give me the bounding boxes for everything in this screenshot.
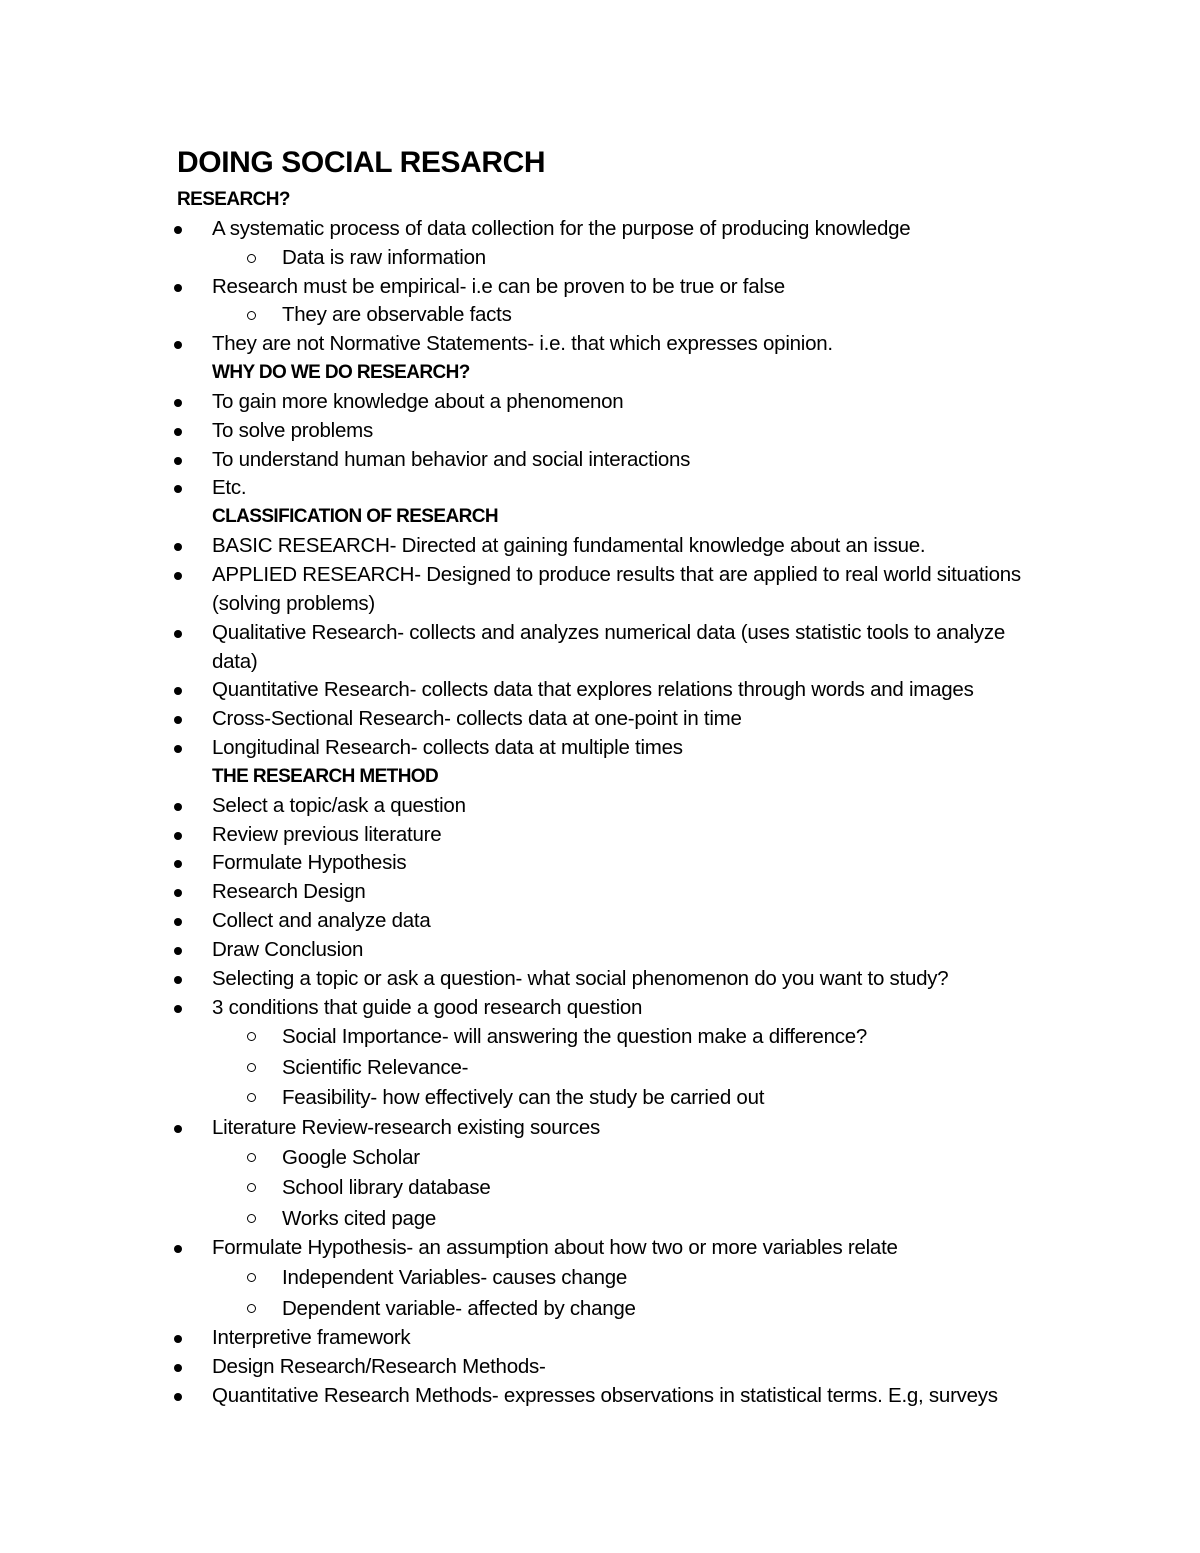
list-item <box>0 446 1200 475</box>
sub-list-item-text: They are observable facts <box>282 303 512 327</box>
list-item-text: To understand human behavior and social interactions <box>212 447 691 471</box>
list-item <box>0 619 1200 648</box>
sub-list-item-text: Feasibility- how effectively can the study be carried out <box>282 1086 765 1110</box>
section-heading-text: WHY DO WE DO RESEARCH? <box>212 362 470 384</box>
sub-list-item-text: Social Importance- will answering the question make a difference? <box>282 1025 868 1049</box>
bullet-icon <box>174 745 182 753</box>
sub-list-item-text: Google Scholar <box>282 1145 420 1169</box>
bullet-icon <box>174 630 182 638</box>
list-item-text: Cross-Sectional Research- collects data at one-point in time <box>212 707 742 731</box>
document-title: DOING SOCIAL RESARCH <box>177 146 546 179</box>
list-item-continuation-text: data) <box>212 649 258 673</box>
hollow-bullet-icon <box>247 1063 256 1072</box>
list-item-text: Research Design <box>212 880 366 904</box>
list-item <box>0 1234 1200 1263</box>
list-item <box>0 849 1200 878</box>
bullet-icon <box>174 284 182 292</box>
bullet-icon <box>174 1005 182 1013</box>
sub-list-item-text: Dependent variable- affected by change <box>282 1296 636 1320</box>
hollow-bullet-icon <box>247 1093 256 1102</box>
sub-list-item <box>0 1143 1200 1174</box>
bullet-icon <box>174 572 182 580</box>
bullet-icon <box>174 947 182 955</box>
list-item <box>0 388 1200 417</box>
hollow-bullet-icon <box>247 1304 256 1313</box>
list-item-text: Qualitative Research- collects and analyzes numerical data (uses statistic tools to analyze <box>212 620 1006 644</box>
list-item-text: To gain more knowledge about a phenomenon <box>212 389 624 413</box>
list-item <box>0 907 1200 936</box>
section-heading <box>0 359 1200 388</box>
list-item-text: Interpretive framework <box>212 1326 411 1350</box>
list-item-text: Review previous literature <box>212 822 442 846</box>
section-heading-text: THE RESEARCH METHOD <box>212 765 439 787</box>
list-item <box>0 878 1200 907</box>
hollow-bullet-icon <box>247 1153 256 1162</box>
list-item-text: Formulate Hypothesis <box>212 851 407 875</box>
list-item-continuation <box>0 590 1200 619</box>
list-item-text: Collect and analyze data <box>212 909 431 933</box>
list-item <box>0 215 1200 244</box>
bullet-icon <box>174 716 182 724</box>
list-item <box>0 1114 1200 1143</box>
list-item <box>0 965 1200 994</box>
sub-list-item <box>0 1083 1200 1114</box>
bullet-icon <box>174 428 182 436</box>
list-item-text: APPLIED RESEARCH- Designed to produce results that are applied to real world situations <box>212 562 1021 586</box>
sub-list-item <box>0 1204 1200 1235</box>
list-item-text: 3 conditions that guide a good research question <box>212 995 643 1019</box>
sub-list-item-text: Works cited page <box>282 1206 437 1230</box>
list-item-text: Selecting a topic or ask a question- what social phenomenon do you want to study? <box>212 966 949 990</box>
sub-list-item <box>0 244 1200 273</box>
section-heading <box>0 186 1200 215</box>
list-item-text: Quantitative Research Methods- expresses observations in statistical terms. E.g, surveys <box>212 1383 998 1407</box>
bullet-icon <box>174 976 182 984</box>
list-item-text: BASIC RESEARCH- Directed at gaining fundamental knowledge about an issue. <box>212 534 926 558</box>
list-item-text: Select a topic/ask a question <box>212 793 466 817</box>
list-item <box>0 936 1200 965</box>
bullet-icon <box>174 687 182 695</box>
list-item-text: Longitudinal Research- collects data at multiple times <box>212 736 683 760</box>
section-heading-text: RESEARCH? <box>177 189 290 210</box>
bullet-icon <box>174 543 182 551</box>
hollow-bullet-icon <box>247 311 256 320</box>
bullet-icon <box>174 341 182 349</box>
sub-list-item-text: School library database <box>282 1176 491 1200</box>
sub-list-item <box>0 1263 1200 1294</box>
sub-list-item-text: Data is raw information <box>282 245 486 269</box>
list-item <box>0 532 1200 561</box>
bullet-icon <box>174 803 182 811</box>
section-heading-text: CLASSIFICATION OF RESEARCH <box>212 506 498 528</box>
list-item <box>0 561 1200 590</box>
section-heading <box>0 503 1200 532</box>
bullet-icon <box>174 226 182 234</box>
bullet-icon <box>174 1364 182 1372</box>
section-heading <box>0 763 1200 792</box>
sub-list-item <box>0 1173 1200 1204</box>
bullet-icon <box>174 1335 182 1343</box>
sub-list-item-text: Independent Variables- causes change <box>282 1266 628 1290</box>
bullet-icon <box>174 918 182 926</box>
list-item <box>0 417 1200 446</box>
sub-list-item <box>0 1294 1200 1325</box>
bullet-icon <box>174 860 182 868</box>
list-item <box>0 330 1200 359</box>
bullet-icon <box>174 1125 182 1133</box>
bullet-icon <box>174 889 182 897</box>
list-item <box>0 1382 1200 1411</box>
list-item-text: Design Research/Research Methods- <box>212 1355 546 1378</box>
sub-list-item <box>0 1022 1200 1053</box>
bullet-icon <box>174 399 182 407</box>
hollow-bullet-icon <box>247 254 256 263</box>
list-item-text: Formulate Hypothesis- an assumption about how two or more variables relate <box>212 1236 898 1260</box>
list-item <box>0 273 1200 302</box>
bullet-icon <box>174 485 182 493</box>
list-item-continuation-text: (solving problems) <box>212 591 375 615</box>
list-item <box>0 734 1200 763</box>
sub-list-item <box>0 301 1200 330</box>
list-item-text: Literature Review-research existing sources <box>212 1115 601 1139</box>
list-item <box>0 1353 1200 1382</box>
hollow-bullet-icon <box>247 1032 256 1041</box>
list-item-text: Draw Conclusion <box>212 937 364 961</box>
list-item-text: Research must be empirical- i.e can be proven to be true or false <box>212 274 785 298</box>
list-item <box>0 705 1200 734</box>
list-item <box>0 474 1200 503</box>
sub-list-item-text: Scientific Relevance- <box>282 1055 469 1079</box>
list-item <box>0 792 1200 821</box>
list-item <box>0 676 1200 705</box>
document-body <box>0 186 1200 1411</box>
bullet-icon <box>174 457 182 465</box>
list-item-text: A systematic process of data collection for the purpose of producing knowledge <box>212 216 911 240</box>
sub-list-item <box>0 1053 1200 1084</box>
list-item-text: To solve problems <box>212 418 373 442</box>
bullet-icon <box>174 1393 182 1401</box>
list-item-text: Etc. <box>212 476 247 500</box>
hollow-bullet-icon <box>247 1273 256 1282</box>
list-item-continuation <box>0 648 1200 677</box>
hollow-bullet-icon <box>247 1183 256 1192</box>
bullet-icon <box>174 832 182 840</box>
bullet-icon <box>174 1245 182 1253</box>
list-item <box>0 1324 1200 1353</box>
list-item-text: They are not Normative Statements- i.e. that which expresses opinion. <box>212 332 833 356</box>
hollow-bullet-icon <box>247 1214 256 1223</box>
list-item-text: Quantitative Research- collects data that explores relations through words and images <box>212 678 974 702</box>
list-item <box>0 994 1200 1023</box>
list-item <box>0 821 1200 850</box>
